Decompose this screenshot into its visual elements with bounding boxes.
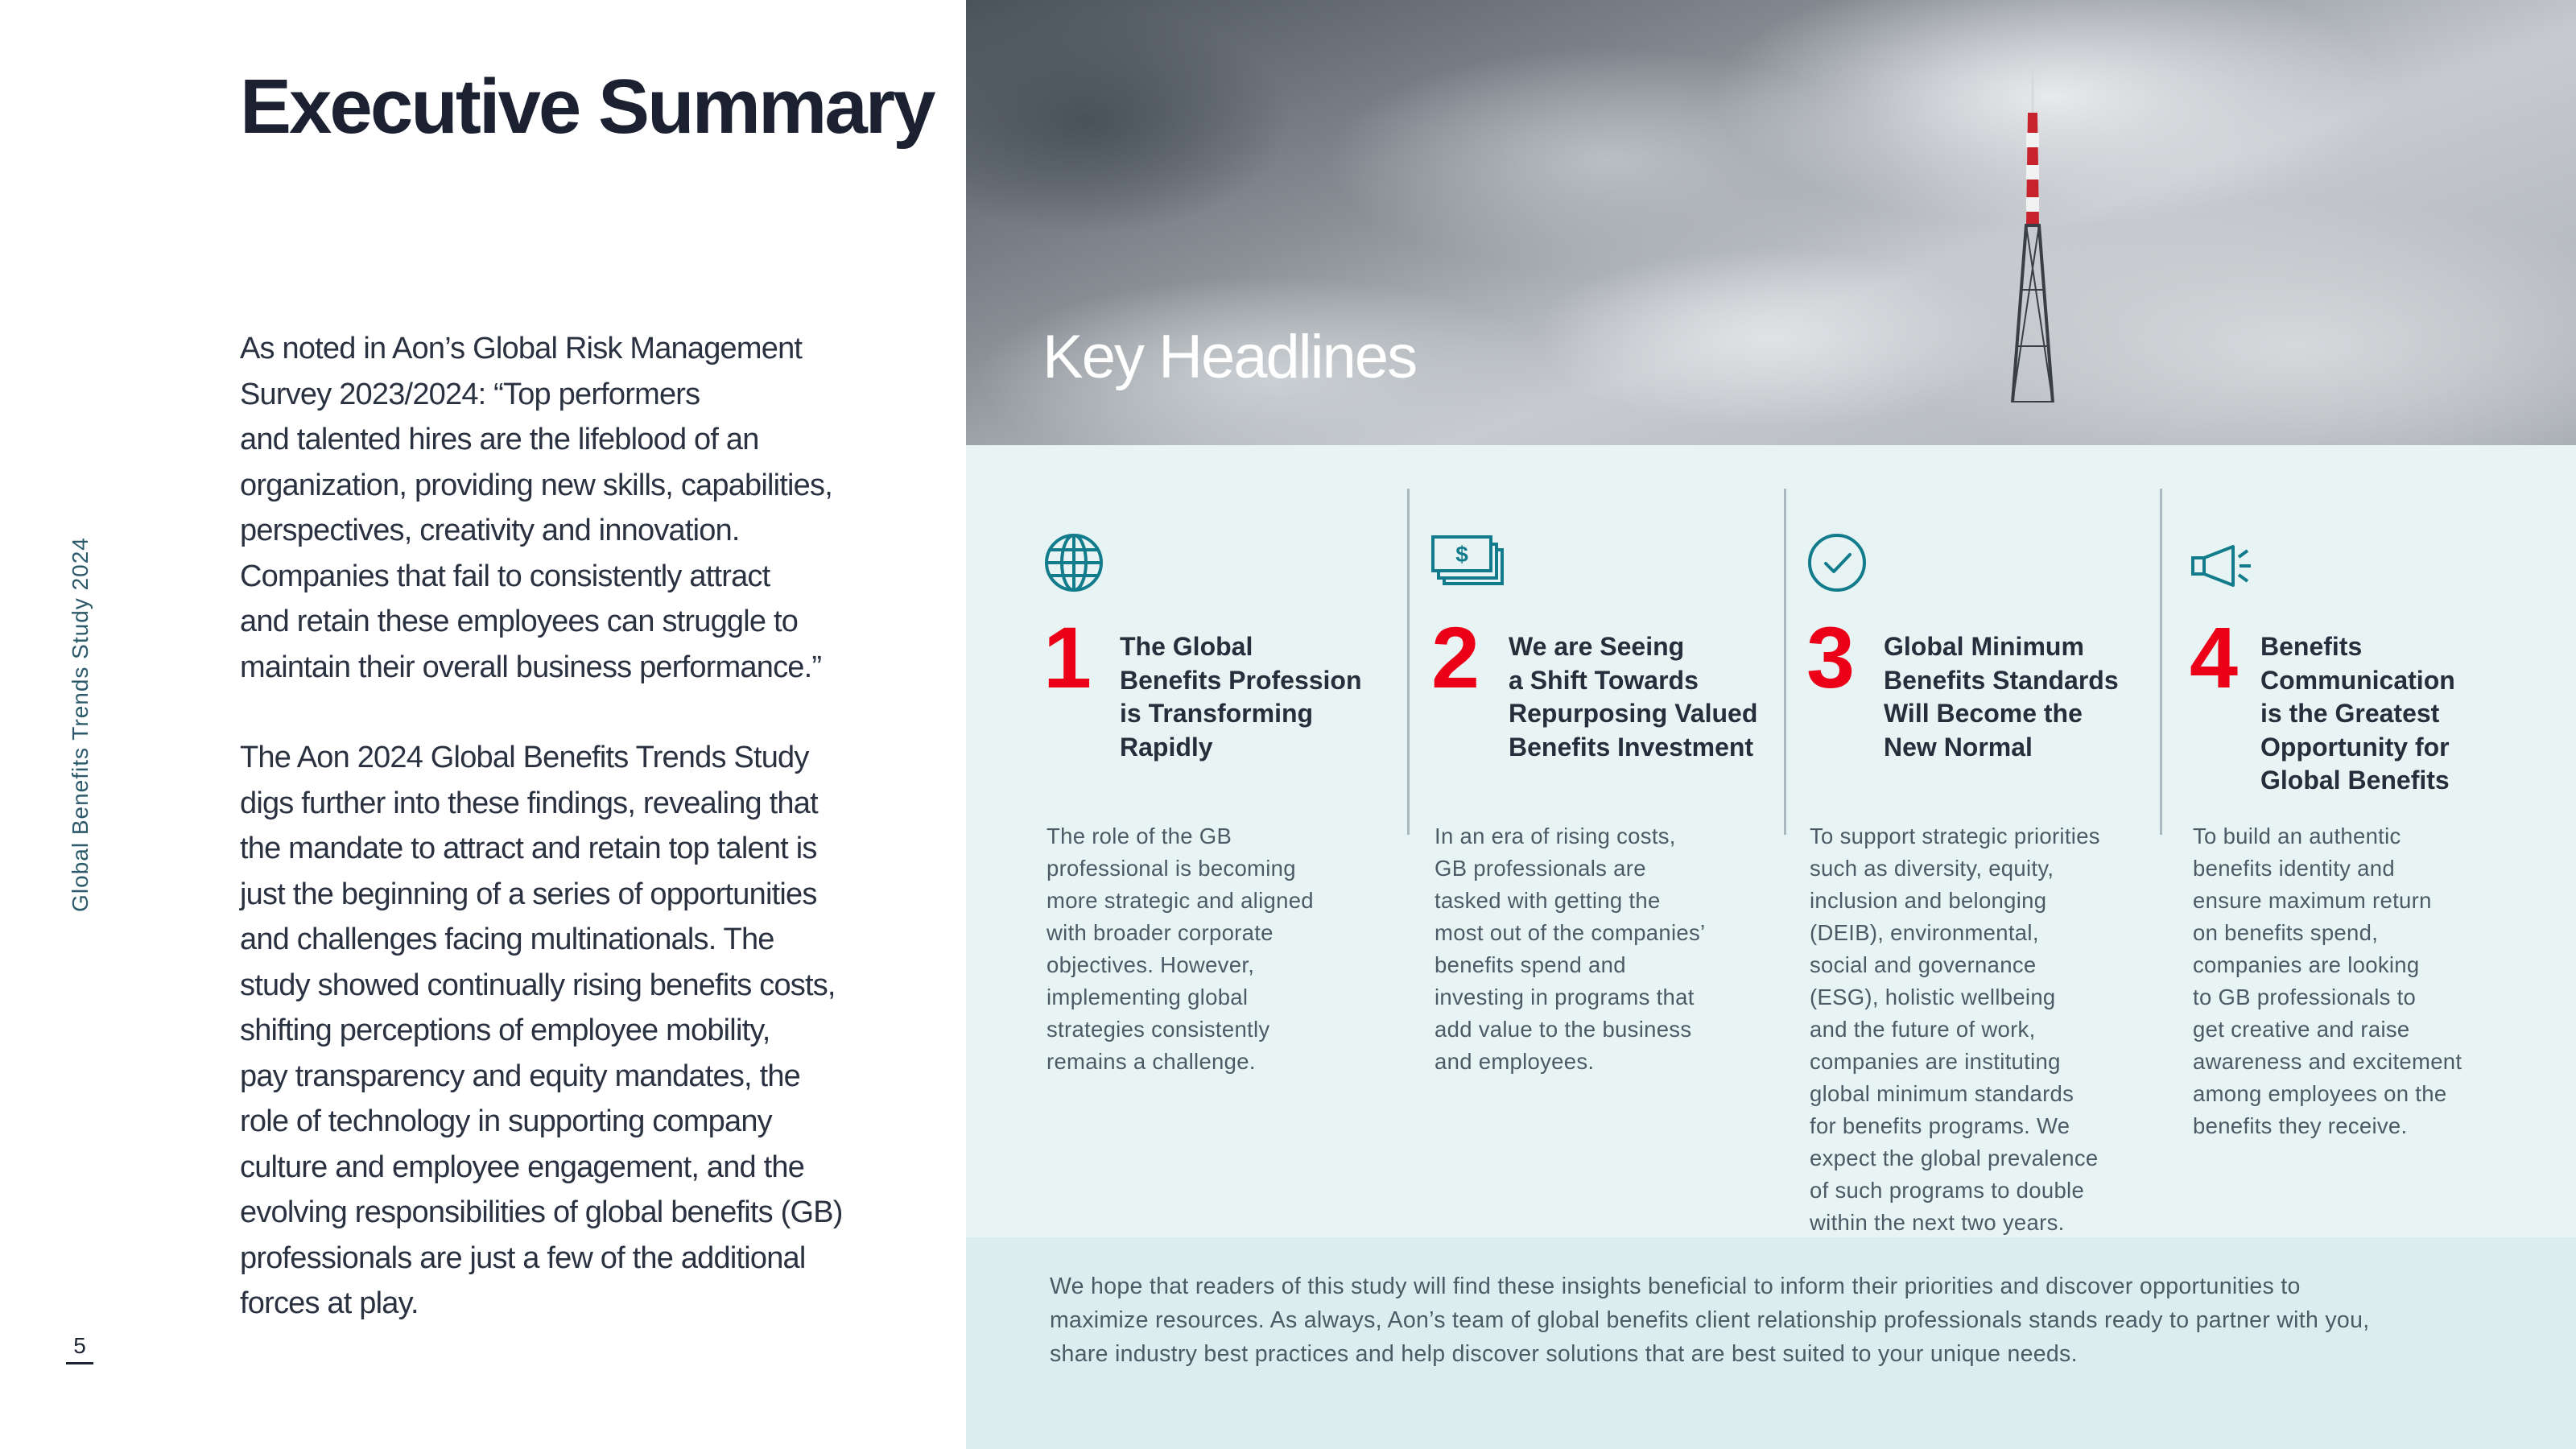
- headline-body: The role of the GB professional is becoming more strategic and aligned with broader corporate objectives. However, implementing global strategies consistently remains a challenge.: [1046, 824, 1314, 1074]
- hero-image: [966, 0, 2576, 445]
- radio-tower-image: [1988, 64, 2077, 402]
- headline-number: 2: [1431, 609, 1480, 706]
- headline-2: [1431, 489, 1806, 1074]
- globe-icon: [1043, 532, 1104, 593]
- side-running-title: Global Benefits Trends Study 2024: [68, 537, 93, 912]
- svg-text:$: $: [1455, 542, 1468, 567]
- intro-paragraph-study: The Aon 2024 Global Benefits Trends Study digs further into these findings, revealing that the mandate to attract and retain top talent is just the beginning of a series of opportunities and challenges facing multinationals. The study showed continually rising benefits costs, shifting perceptions of employee mobility, pay transparency and equity mandates, the role of technology in supporting company culture and employee engagement, and the evolving responsibilities of global benefits (GB) professionals are just a few of the additional forces at play.: [240, 741, 843, 1320]
- megaphone-icon: [2190, 543, 2257, 588]
- closing-note: [966, 1237, 2576, 1449]
- closing-note-text: We hope that readers of this study will find these insights beneficial to inform their priorities and discover opportunities to maximize resources. As always, Aon’s team of global benefits client relationship professionals stands ready to partner with you, share industry best practices and help discover solutions that are best suited to your unique needs.: [1050, 1274, 2370, 1367]
- headline-4: [2190, 489, 2565, 1138]
- headline-heading: The Global Benefits Profession is Transforming Rapidly: [1120, 632, 1362, 762]
- key-headlines-title: Key Headlines: [1042, 323, 1417, 391]
- intro-text: [240, 326, 908, 1372]
- headline-1: [1043, 489, 1418, 1074]
- headline-number: 1: [1043, 609, 1092, 706]
- headline-body: To support strategic priorities such as diversity, equity, inclusion and belonging (DEIB), environmental, social and governance (ESG), holistic wellbeing and the future of work, companies are instituting global minimum standards for benefits programs. We expect the global prevalence of such programs to double within the next two years.: [1810, 824, 2100, 1235]
- column-divider: [1407, 489, 1410, 835]
- headline-heading: Benefits Communication is the Greatest Opportunity for Global Benefits: [2260, 632, 2455, 795]
- key-headlines-panel: [966, 445, 2576, 1237]
- check-circle-icon: [1806, 532, 1868, 593]
- left-panel: [0, 0, 966, 1449]
- money-stack-icon: [1431, 535, 1505, 587]
- headline-number: 3: [1806, 609, 1856, 706]
- intro-paragraph-quote: As noted in Aon’s Global Risk Management Survey 2023/2024: “Top performers and talented hires are the lifeblood of an organization, providing new skills, capabilities, perspectives, creativity and innovation. Companies that fail to consistently attract and retain these employees can struggle to maintain their overall business performance.”: [240, 332, 832, 684]
- page-number: 5: [66, 1333, 93, 1364]
- headline-heading: Global Minimum Benefits Standards Will Become the New Normal: [1884, 632, 2119, 762]
- headline-body: In an era of rising costs, GB professionals are tasked with getting the most out of the companies’ benefits spend and investing in programs that add value to the business and employees.: [1435, 824, 1706, 1074]
- headline-3: [1806, 489, 2182, 1235]
- headline-heading: We are Seeing a Shift Towards Repurposing Valued Benefits Investment: [1509, 632, 1758, 762]
- headline-body: To build an authentic benefits identity and ensure maximum return on benefits spend, companies are looking to GB professionals to get creative and raise awareness and excitement among employees on the benefits they receive.: [2193, 824, 2462, 1138]
- headline-number: 4: [2190, 609, 2239, 706]
- page-title: Executive Summary: [240, 64, 934, 150]
